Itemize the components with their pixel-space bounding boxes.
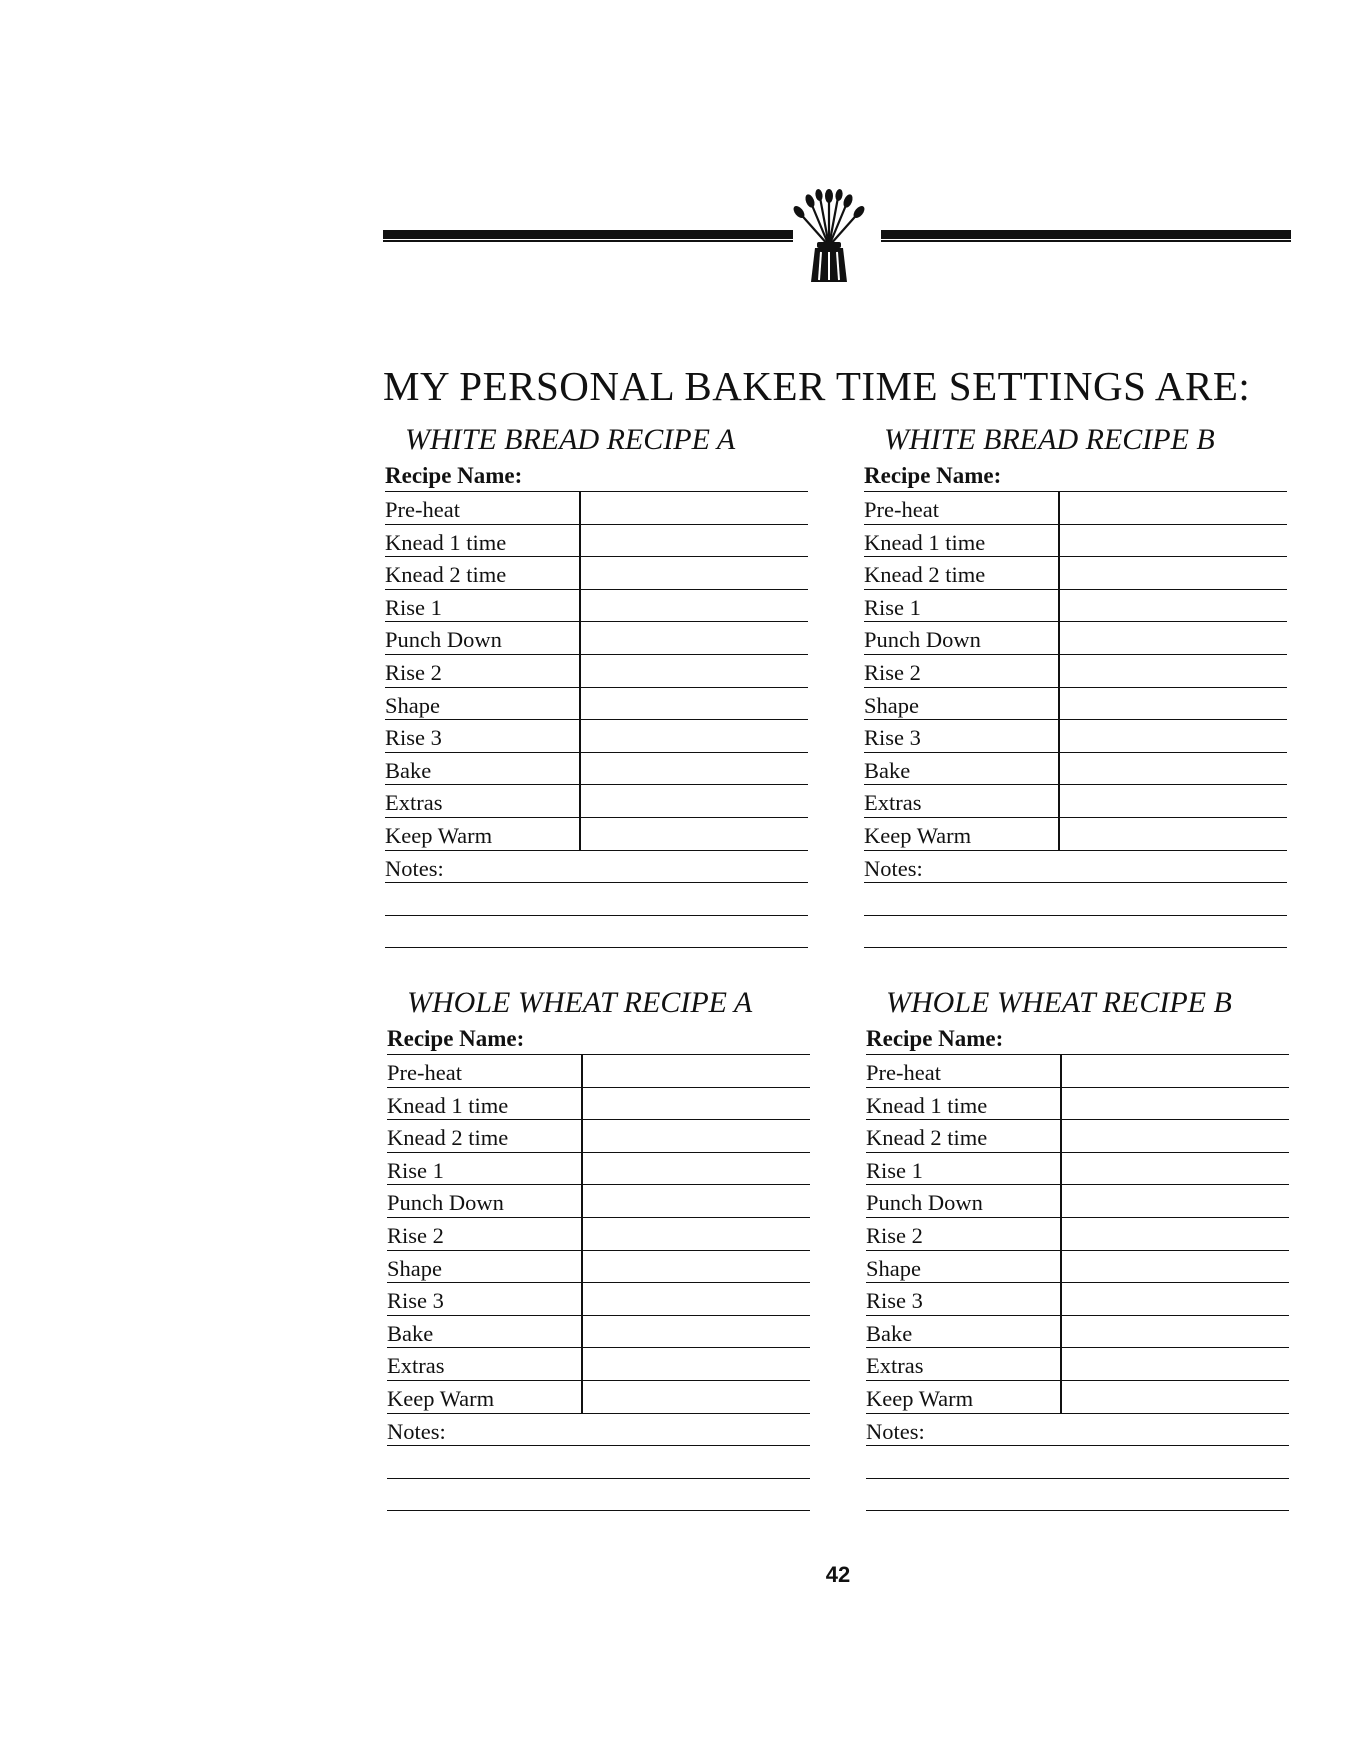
step-label: Keep Warm xyxy=(385,822,493,848)
step-label: Keep Warm xyxy=(866,1385,974,1411)
row-punch-down xyxy=(864,622,1287,655)
time-entry-cell[interactable] xyxy=(1062,1088,1289,1120)
step-label: Rise 1 xyxy=(385,594,442,620)
time-entry-cell[interactable] xyxy=(581,492,808,524)
header-rule-right xyxy=(881,230,1291,239)
row-knead-1 xyxy=(385,525,808,558)
row-bake xyxy=(385,753,808,786)
step-label: Rise 3 xyxy=(864,725,921,751)
time-entry-cell[interactable] xyxy=(1062,1381,1289,1413)
row-knead-1 xyxy=(387,1088,810,1121)
time-entry-cell[interactable] xyxy=(1062,1283,1289,1315)
step-label: Shape xyxy=(385,692,440,718)
step-label: Extras xyxy=(385,790,443,816)
row-rise-3 xyxy=(866,1283,1289,1316)
row-keep-warm xyxy=(864,818,1287,851)
step-label: Pre-heat xyxy=(866,1060,941,1085)
time-entry-cell[interactable] xyxy=(1062,1153,1289,1185)
form-title: WHITE BREAD RECIPE A xyxy=(405,423,736,456)
time-entry-cell[interactable] xyxy=(1060,785,1287,817)
row-extras xyxy=(866,1348,1289,1381)
row-pre-heat xyxy=(387,1055,810,1088)
form-whole-wheat-b xyxy=(866,983,1289,1511)
row-rise-2 xyxy=(864,655,1287,688)
row-rise-3 xyxy=(385,720,808,753)
row-knead-2 xyxy=(385,557,808,590)
step-label: Extras xyxy=(866,1353,924,1379)
step-label: Bake xyxy=(385,757,432,783)
row-keep-warm xyxy=(385,818,808,851)
form-whole-wheat-a xyxy=(387,983,810,1511)
time-entry-cell[interactable] xyxy=(583,1153,810,1185)
step-label: Rise 3 xyxy=(387,1288,444,1314)
notes-line[interactable] xyxy=(387,1479,810,1512)
step-label: Knead 1 time xyxy=(385,529,507,555)
form-title: WHOLE WHEAT RECIPE B xyxy=(886,986,1232,1019)
time-settings-table xyxy=(866,1055,1289,1414)
row-bake xyxy=(866,1316,1289,1349)
recipe-name-field[interactable]: Recipe Name: xyxy=(866,1023,1289,1055)
time-entry-cell[interactable] xyxy=(1060,557,1287,589)
step-label: Rise 2 xyxy=(385,659,442,685)
header-ornament xyxy=(383,186,1291,286)
time-entry-cell[interactable] xyxy=(581,753,808,785)
row-shape xyxy=(387,1251,810,1284)
time-entry-cell[interactable] xyxy=(581,818,808,850)
step-label: Rise 1 xyxy=(864,594,921,620)
row-rise-1 xyxy=(387,1153,810,1186)
step-label: Rise 2 xyxy=(387,1222,444,1248)
time-entry-cell[interactable] xyxy=(583,1185,810,1217)
time-entry-cell[interactable] xyxy=(583,1218,810,1250)
row-keep-warm xyxy=(866,1381,1289,1414)
row-knead-1 xyxy=(866,1088,1289,1121)
notes-line[interactable] xyxy=(385,883,808,916)
row-shape xyxy=(864,688,1287,721)
step-label: Bake xyxy=(866,1320,913,1346)
time-entry-cell[interactable] xyxy=(583,1348,810,1380)
row-pre-heat xyxy=(864,492,1287,525)
time-entry-cell[interactable] xyxy=(1060,590,1287,622)
row-rise-1 xyxy=(385,590,808,623)
time-entry-cell[interactable] xyxy=(1062,1120,1289,1152)
step-label: Pre-heat xyxy=(387,1060,462,1085)
time-settings-table xyxy=(864,492,1287,851)
time-entry-cell[interactable] xyxy=(583,1316,810,1348)
step-label: Rise 3 xyxy=(866,1288,923,1314)
time-entry-cell[interactable] xyxy=(1060,622,1287,654)
notes-line[interactable] xyxy=(866,1446,1289,1479)
time-entry-cell[interactable] xyxy=(1062,1055,1289,1087)
recipe-name-field[interactable]: Recipe Name: xyxy=(864,460,1287,492)
step-label: Knead 1 time xyxy=(866,1092,988,1118)
row-rise-2 xyxy=(387,1218,810,1251)
time-settings-table xyxy=(387,1055,810,1414)
notes-line[interactable] xyxy=(864,883,1287,916)
notes-line[interactable] xyxy=(866,1479,1289,1512)
step-label: Shape xyxy=(864,692,919,718)
time-entry-cell[interactable] xyxy=(1062,1348,1289,1380)
time-entry-cell[interactable] xyxy=(1060,720,1287,752)
row-punch-down xyxy=(387,1185,810,1218)
time-entry-cell[interactable] xyxy=(581,688,808,720)
row-rise-3 xyxy=(864,720,1287,753)
time-entry-cell[interactable] xyxy=(583,1120,810,1152)
notes-line[interactable] xyxy=(387,1446,810,1479)
step-label: Punch Down xyxy=(866,1190,983,1216)
step-label: Bake xyxy=(387,1320,434,1346)
page-number: 42 xyxy=(825,1562,851,1587)
step-label: Punch Down xyxy=(385,627,502,653)
time-entry-cell[interactable] xyxy=(581,785,808,817)
page-title: MY PERSONAL BAKER TIME SETTINGS ARE: xyxy=(383,363,1251,409)
notes-field[interactable]: Notes: xyxy=(866,1414,1289,1447)
time-entry-cell[interactable] xyxy=(581,557,808,589)
notes-field[interactable]: Notes: xyxy=(864,851,1287,884)
notes-field[interactable]: Notes: xyxy=(385,851,808,884)
step-label: Extras xyxy=(864,790,922,816)
step-label: Keep Warm xyxy=(864,822,972,848)
step-label: Pre-heat xyxy=(385,497,460,522)
row-shape xyxy=(385,688,808,721)
time-entry-cell[interactable] xyxy=(1060,753,1287,785)
time-entry-cell[interactable] xyxy=(1062,1316,1289,1348)
form-white-bread-b xyxy=(864,420,1287,948)
step-label: Knead 1 time xyxy=(864,529,986,555)
row-keep-warm xyxy=(387,1381,810,1414)
row-rise-3 xyxy=(387,1283,810,1316)
time-entry-cell[interactable] xyxy=(1060,688,1287,720)
notes-field[interactable]: Notes: xyxy=(387,1414,810,1447)
row-knead-2 xyxy=(387,1120,810,1153)
time-entry-cell[interactable] xyxy=(583,1381,810,1413)
row-shape xyxy=(866,1251,1289,1284)
time-entry-cell[interactable] xyxy=(583,1055,810,1087)
time-entry-cell[interactable] xyxy=(1062,1185,1289,1217)
time-entry-cell[interactable] xyxy=(1060,818,1287,850)
time-entry-cell[interactable] xyxy=(581,720,808,752)
row-rise-2 xyxy=(866,1218,1289,1251)
row-rise-2 xyxy=(385,655,808,688)
form-title: WHITE BREAD RECIPE B xyxy=(884,423,1215,456)
row-knead-1 xyxy=(864,525,1287,558)
row-knead-2 xyxy=(864,557,1287,590)
time-entry-cell[interactable] xyxy=(581,622,808,654)
step-label: Knead 2 time xyxy=(866,1125,988,1151)
notes-line[interactable] xyxy=(385,916,808,949)
time-entry-cell[interactable] xyxy=(583,1283,810,1315)
row-extras xyxy=(864,785,1287,818)
time-entry-cell[interactable] xyxy=(581,590,808,622)
row-pre-heat xyxy=(866,1055,1289,1088)
step-label: Knead 1 time xyxy=(387,1092,509,1118)
recipe-name-field[interactable]: Recipe Name: xyxy=(385,460,808,492)
time-entry-cell[interactable] xyxy=(1060,492,1287,524)
recipe-name-field[interactable]: Recipe Name: xyxy=(387,1023,810,1055)
time-entry-cell[interactable] xyxy=(583,1088,810,1120)
row-extras xyxy=(387,1348,810,1381)
time-entry-cell[interactable] xyxy=(583,1251,810,1283)
step-label: Keep Warm xyxy=(387,1385,495,1411)
header-rule-left xyxy=(383,230,793,239)
step-label: Shape xyxy=(866,1255,921,1281)
row-bake xyxy=(387,1316,810,1349)
step-label: Rise 3 xyxy=(385,725,442,751)
step-label: Bake xyxy=(864,757,911,783)
row-rise-1 xyxy=(864,590,1287,623)
time-entry-cell[interactable] xyxy=(581,655,808,687)
form-white-bread-a xyxy=(385,420,808,948)
notes-line[interactable] xyxy=(864,916,1287,949)
step-label: Rise 1 xyxy=(387,1157,444,1183)
time-entry-cell[interactable] xyxy=(1060,655,1287,687)
time-entry-cell[interactable] xyxy=(581,525,808,557)
step-label: Rise 1 xyxy=(866,1157,923,1183)
step-label: Rise 2 xyxy=(866,1222,923,1248)
row-rise-1 xyxy=(866,1153,1289,1186)
step-label: Punch Down xyxy=(864,627,981,653)
step-label: Rise 2 xyxy=(864,659,921,685)
wheat-sheaf-icon xyxy=(779,186,879,286)
row-extras xyxy=(385,785,808,818)
step-label: Punch Down xyxy=(387,1190,504,1216)
time-entry-cell[interactable] xyxy=(1060,525,1287,557)
row-pre-heat xyxy=(385,492,808,525)
form-title: WHOLE WHEAT RECIPE A xyxy=(407,986,753,1019)
time-entry-cell[interactable] xyxy=(1062,1251,1289,1283)
step-label: Knead 2 time xyxy=(387,1125,509,1151)
time-settings-table xyxy=(385,492,808,851)
row-knead-2 xyxy=(866,1120,1289,1153)
step-label: Knead 2 time xyxy=(864,562,986,588)
step-label: Pre-heat xyxy=(864,497,939,522)
row-punch-down xyxy=(385,622,808,655)
step-label: Extras xyxy=(387,1353,445,1379)
row-bake xyxy=(864,753,1287,786)
time-entry-cell[interactable] xyxy=(1062,1218,1289,1250)
step-label: Knead 2 time xyxy=(385,562,507,588)
row-punch-down xyxy=(866,1185,1289,1218)
step-label: Shape xyxy=(387,1255,442,1281)
